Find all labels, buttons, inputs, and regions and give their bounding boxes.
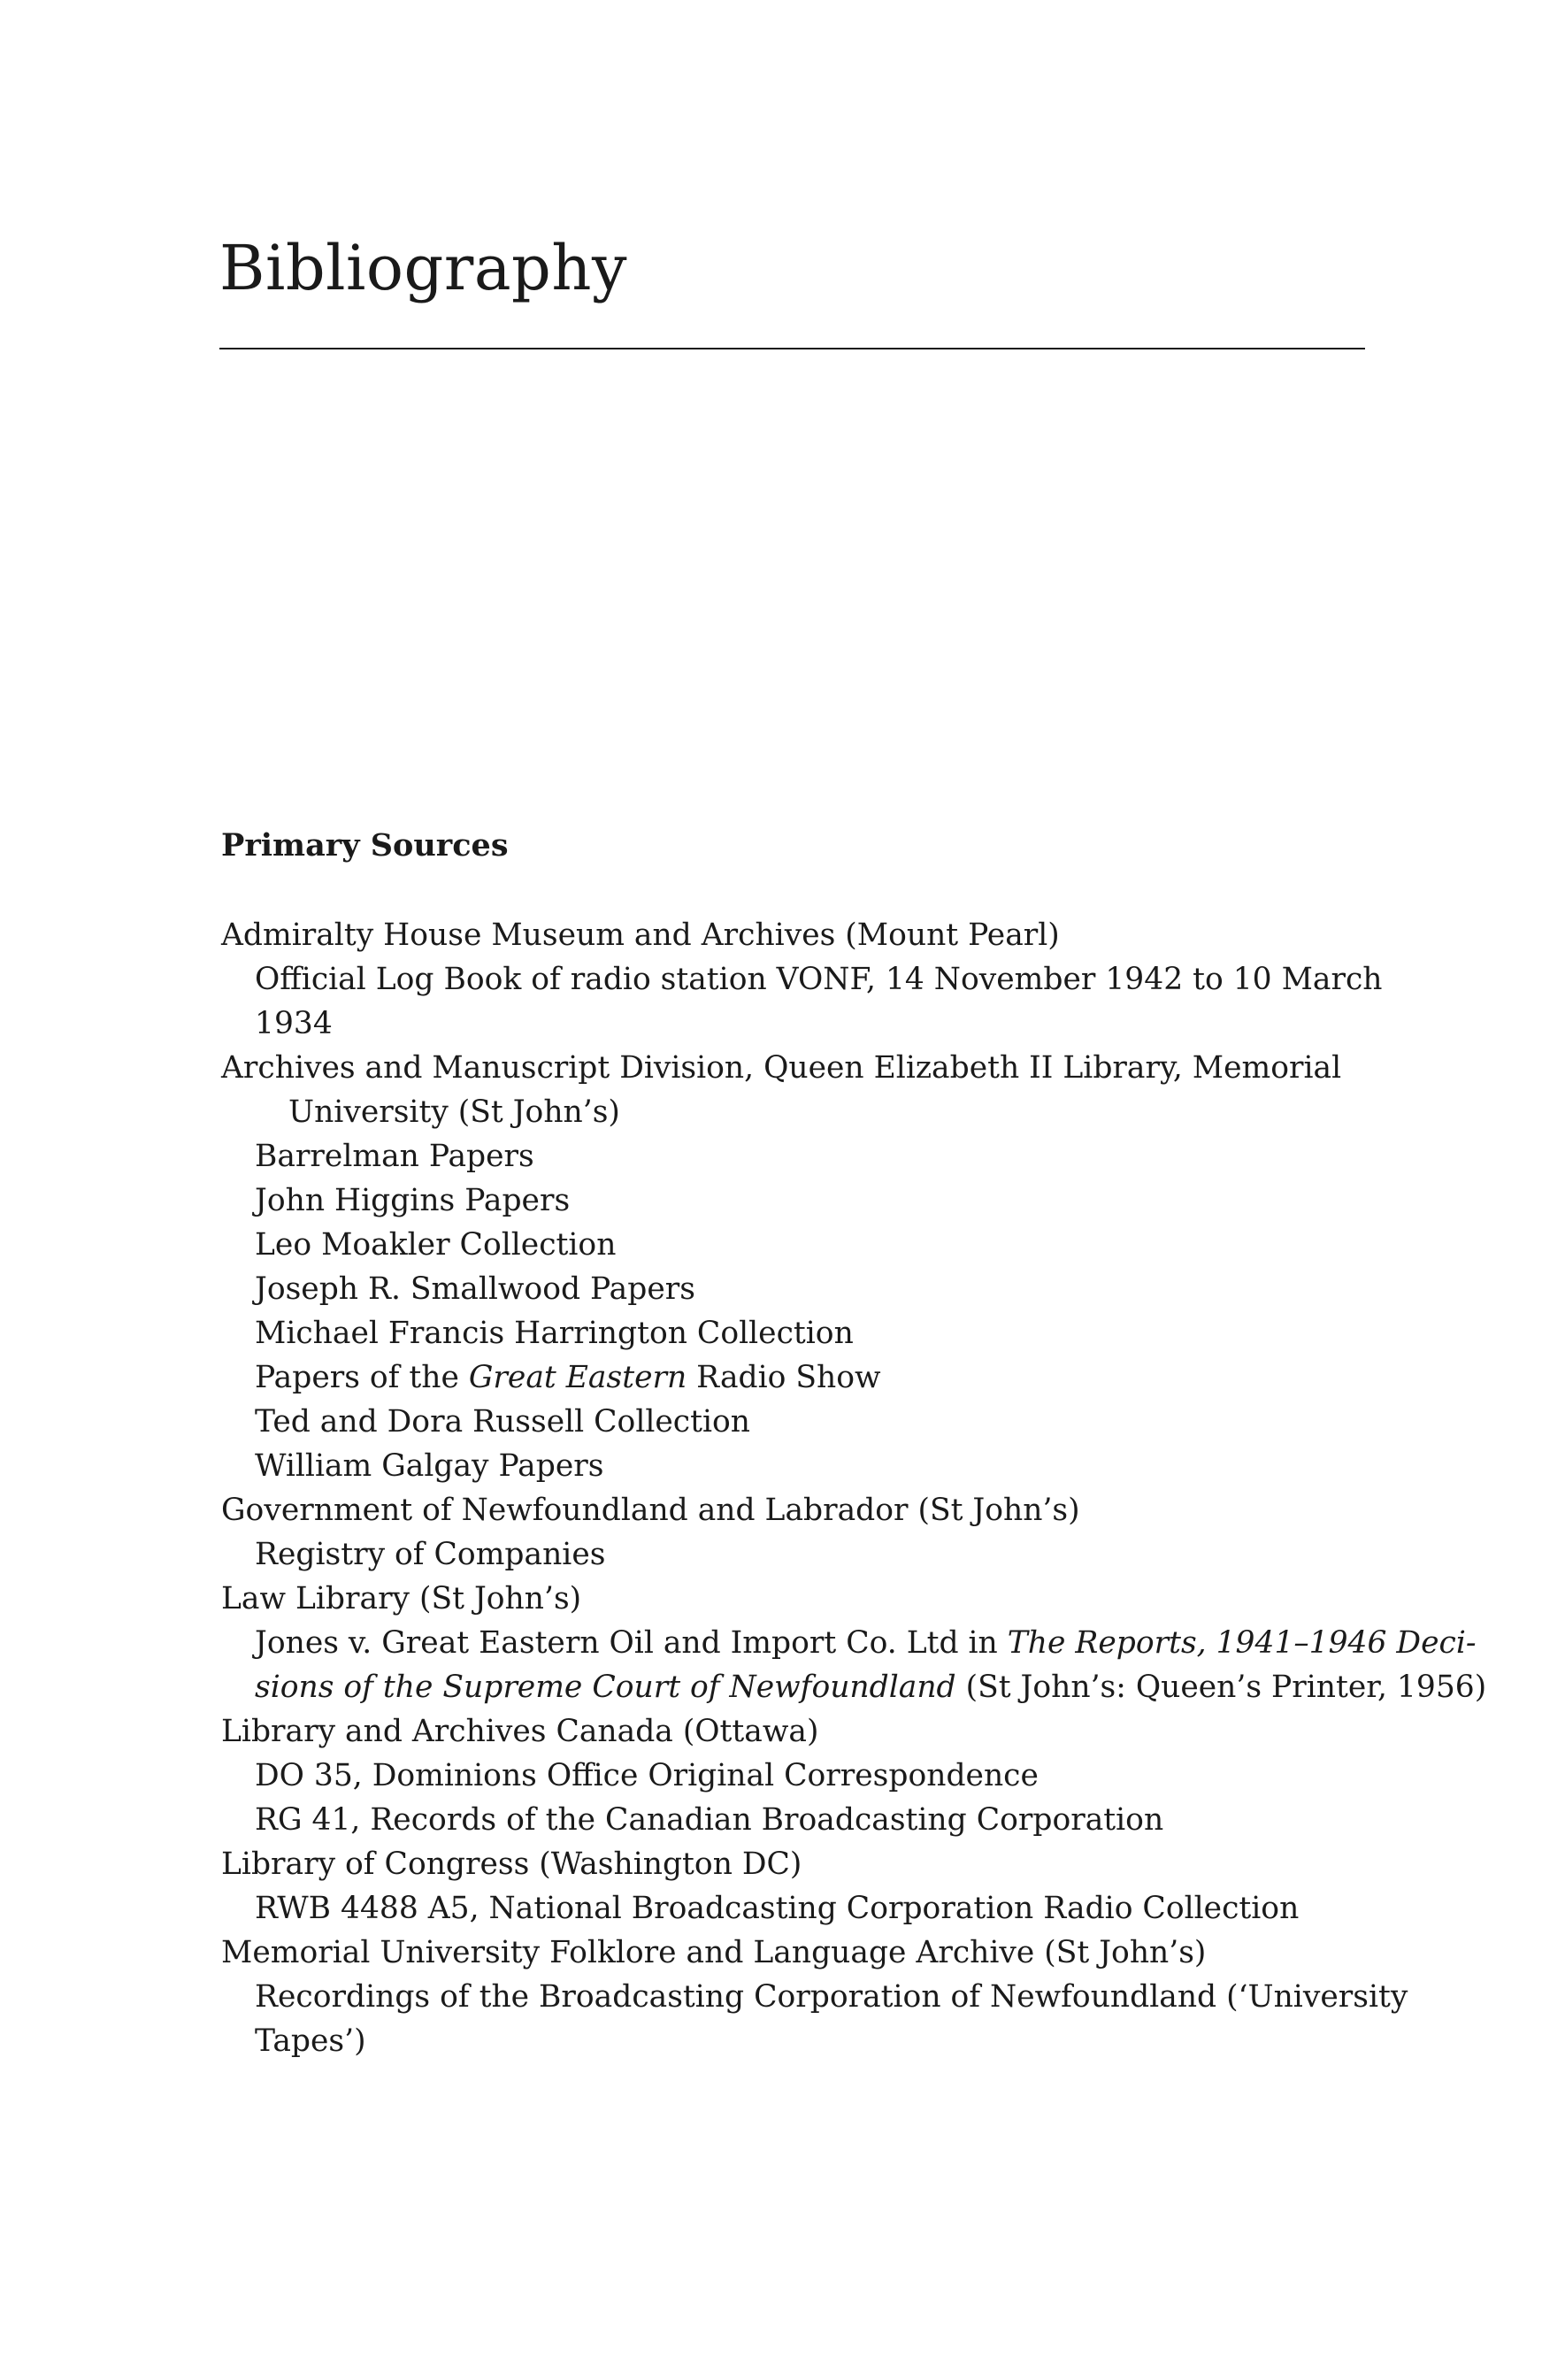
entry-text: Admiralty House Museum and Archives (Mount Pearl) <box>221 917 1060 953</box>
italic-title-text: Great Eastern <box>468 1360 687 1395</box>
bib-entry-repository <box>221 913 1362 957</box>
bib-entry-item <box>221 2019 1362 2063</box>
entry-text: Law Library (St John’s) <box>221 1581 582 1616</box>
bib-entry-item <box>221 1444 1362 1488</box>
bib-entry-repository <box>221 1046 1362 1090</box>
entry-text: Tapes’) <box>255 2023 366 2059</box>
entry-text: Memorial University Folklore and Language Archive (St John’s) <box>221 1935 1207 1970</box>
entry-text: Registry of Companies <box>255 1537 606 1572</box>
bib-entry-item <box>221 1178 1362 1223</box>
entry-text: Barrelman Papers <box>255 1139 534 1174</box>
bib-entry-item <box>221 1400 1362 1444</box>
entry-text: William Galgay Papers <box>255 1448 604 1484</box>
entry-text: University (St John’s) <box>288 1094 620 1130</box>
entry-text: RWB 4488 A5, National Broadcasting Corporation Radio Collection <box>255 1891 1300 1926</box>
entry-text: Radio Show <box>687 1360 881 1395</box>
bib-entry-item <box>221 1134 1362 1178</box>
bib-entry-item <box>221 1798 1362 1842</box>
entry-text: Government of Newfoundland and Labrador (St John’s) <box>221 1493 1080 1528</box>
bib-entry-item <box>221 1002 1362 1046</box>
bib-entry-item <box>221 1355 1362 1400</box>
bib-entry-item <box>221 1267 1362 1311</box>
entry-text: Jones v. Great Eastern Oil and Import Co. Ltd in <box>255 1625 1008 1661</box>
bib-entry-item <box>221 1975 1408 2019</box>
entry-text: (St John’s: Queen’s Printer, 1956) <box>955 1670 1487 1705</box>
entry-text: Michael Francis Harrington Collection <box>255 1316 854 1351</box>
entry-text: DO 35, Dominions Office Original Correspondence <box>255 1758 1039 1793</box>
bibliography-list <box>221 913 1487 2063</box>
bib-entry-item <box>221 1754 1362 1798</box>
entry-text: Papers of the <box>255 1360 469 1395</box>
bib-entry-item <box>221 957 1383 1002</box>
entry-text: Joseph R. Smallwood Papers <box>255 1271 695 1307</box>
bib-entry-item <box>221 1090 1362 1134</box>
italic-title-text: sions of the Supreme Court of Newfoundland <box>255 1670 956 1705</box>
bib-entry-item <box>221 1223 1362 1267</box>
entry-text: Official Log Book of radio station VONF, 14 November 1942 to 10 March <box>255 962 1383 997</box>
bib-entry-item <box>221 1886 1362 1931</box>
entry-text: 1934 <box>255 1006 333 1041</box>
bib-entry-item <box>221 1621 1477 1665</box>
bib-entry-item <box>221 1665 1487 1709</box>
bib-entry-repository <box>221 1488 1362 1532</box>
bib-entry-repository <box>221 1842 1362 1886</box>
entry-text: Library and Archives Canada (Ottawa) <box>221 1714 819 1749</box>
page-title: Bibliography <box>219 232 627 304</box>
entry-text: RG 41, Records of the Canadian Broadcasting Corporation <box>255 1802 1164 1838</box>
italic-title-text: The Reports, 1941–1946 Deci- <box>1007 1625 1477 1661</box>
section-heading-primary-sources: Primary Sources <box>221 827 509 864</box>
bib-entry-item <box>221 1532 1362 1577</box>
bib-entry-item <box>221 1311 1362 1355</box>
entry-text: Ted and Dora Russell Collection <box>255 1404 751 1440</box>
bib-entry-repository <box>221 1709 1362 1754</box>
bib-entry-repository <box>221 1577 1362 1621</box>
entry-text: Library of Congress (Washington DC) <box>221 1846 802 1882</box>
entry-text: Recordings of the Broadcasting Corporation of Newfoundland (‘University <box>255 1979 1408 2015</box>
entry-text: John Higgins Papers <box>255 1183 571 1218</box>
bib-entry-repository <box>221 1931 1362 1975</box>
title-rule <box>219 348 1365 349</box>
entry-text: Archives and Manuscript Division, Queen Elizabeth II Library, Memorial <box>221 1050 1342 1086</box>
entry-text: Leo Moakler Collection <box>255 1227 617 1263</box>
